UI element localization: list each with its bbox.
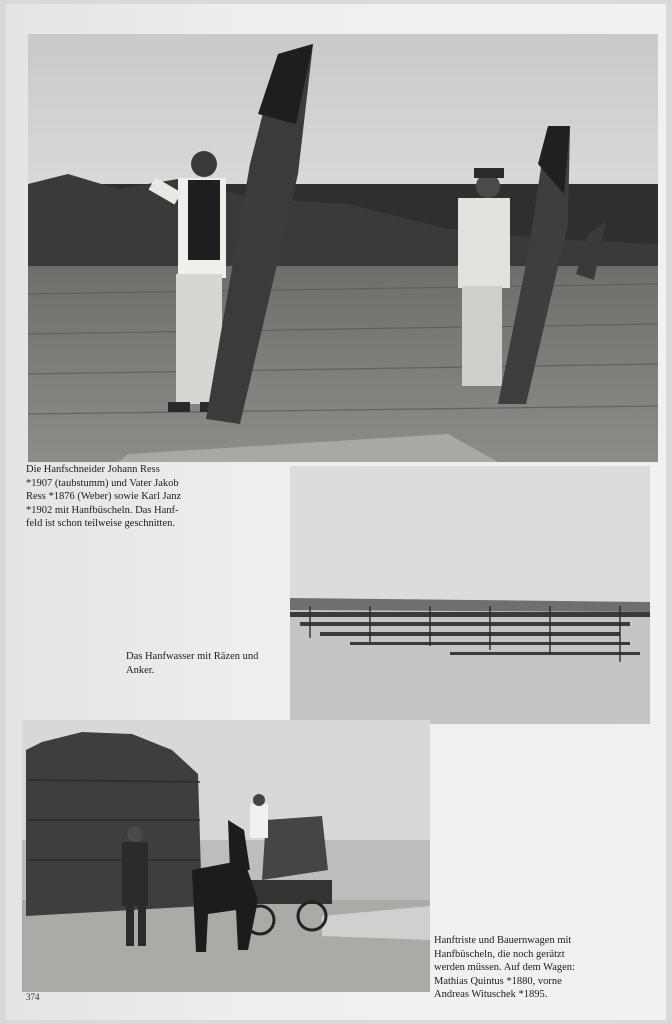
book-page [6, 4, 666, 1020]
photo-hemp-water-retting [290, 466, 650, 724]
page-number: 374 [26, 992, 40, 1002]
photo-hemp-cutters-field [28, 34, 658, 462]
caption-hemp-water: Das Hanfwasser mit Räzen und Anker. [126, 651, 259, 676]
caption-hemp-cutters: Die Hanfschneider Johann Ress *1907 (taubstumm) und Vater Jakob Ress *1876 (Weber) sowie Karl Janz *1902 mit Hanfbüscheln. Das Hanf- feld ist schon teilweise geschnitten. [26, 464, 182, 530]
caption-hemp-wagon: Hanftriste und Bauernwagen mit Hanfbüscheln, die noch gerätzt werden müssen. Auf dem Wagen: Mathias Quintus *1880, vorne Andreas Wituschek *1895. [434, 935, 575, 1001]
photo-hemp-stack-farm-wagon [22, 720, 430, 992]
